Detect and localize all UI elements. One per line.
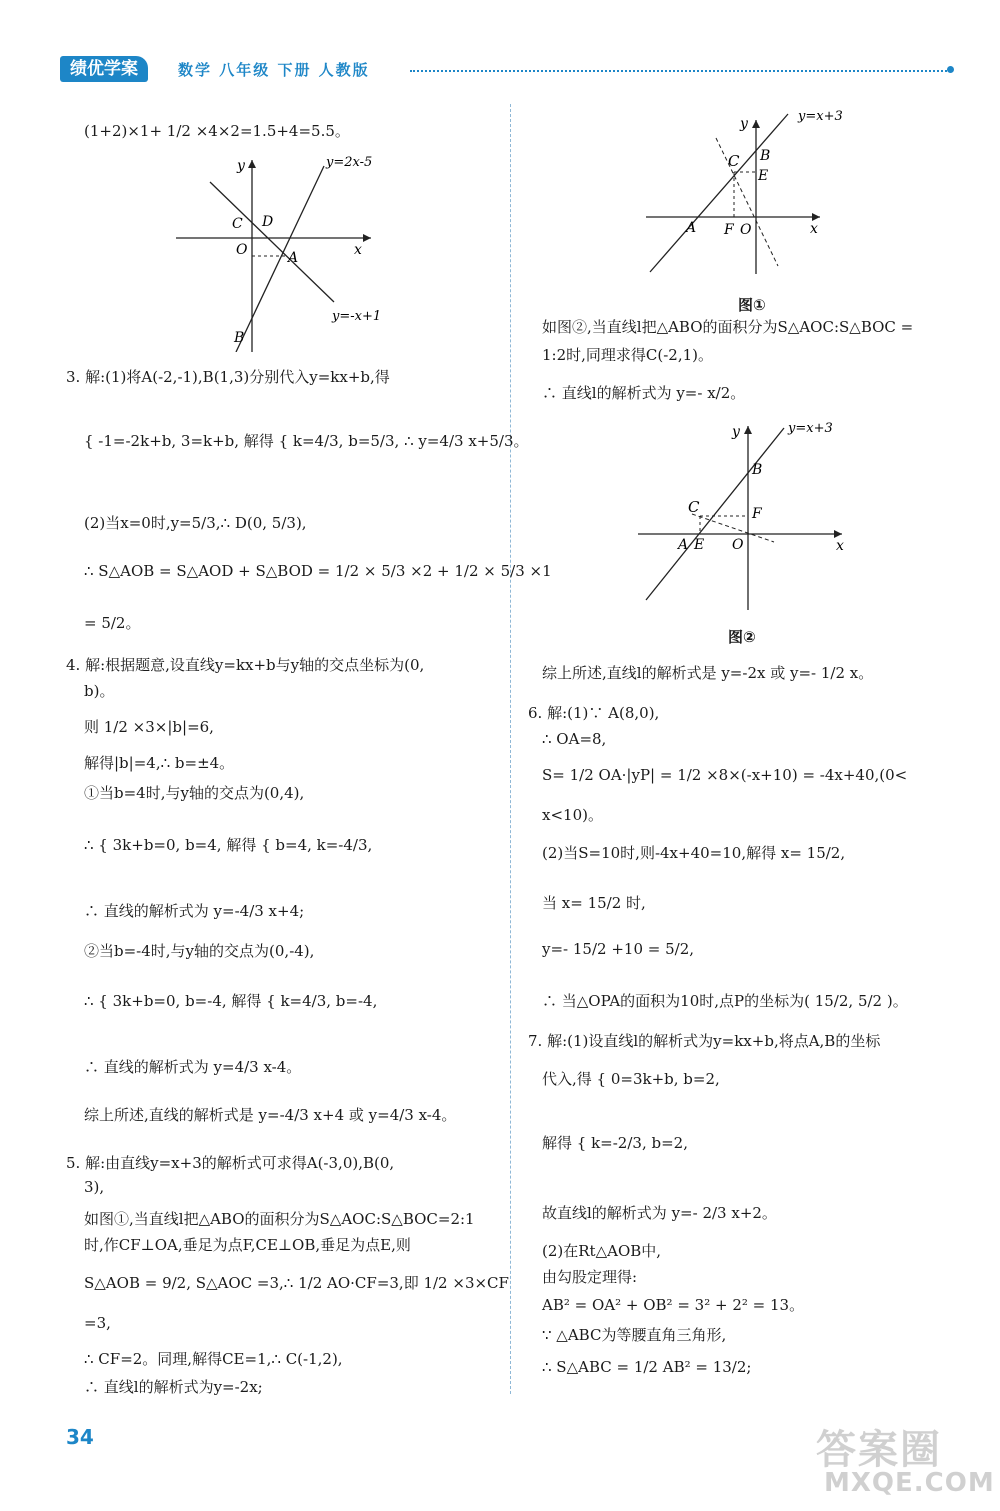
text-line: 解得|b|=4,∴ b=±4。 [84,754,235,772]
label-C: C [232,216,243,232]
text-line: 由勾股定理得: [542,1268,638,1286]
text-line: AB² = OA² + OB² = 3² + 2² = 13。 [542,1296,805,1314]
text-line: ∴ { 3k+b=0, b=4, 解得 { b=4, k=-4/3, [84,836,373,854]
text-line: (1+2)×1+ 1/2 ×4×2=1.5+4=5.5。 [84,122,350,140]
label-y: y [237,158,245,174]
text-line: ②当b=-4时,与y轴的交点为(0,-4), [84,942,315,960]
text-line: S△AOB = 9/2, S△AOC =3,∴ 1/2 AO·CF=3,即 1/2 ×3×CF [84,1274,509,1292]
text-line: 4. 解:根据题意,设直线y=kx+b与y轴的交点坐标为(0, [66,656,425,674]
text-line: ∴ 当△OPA的面积为10时,点P的坐标为( 15/2, 5/2 )。 [542,992,908,1010]
figure-1-caption: 图① [738,296,766,314]
text-line: 1:2时,同理求得C(-2,1)。 [542,346,714,364]
text-line: 3. 解:(1)将A(-2,-1),B(1,3)分别代入y=kx+b,得 [66,368,390,386]
text-line: 综上所述,直线的解析式是 y=-4/3 x+4 或 y=4/3 x-4。 [84,1106,457,1124]
label-y-neg-x-plus-1: y=-x+1 [332,309,382,324]
label-B: B [234,330,245,346]
text-line: 6. 解:(1)∵ A(8,0), [528,704,660,722]
label-O: O [236,242,248,258]
text-line: ①当b=4时,与y轴的交点为(0,4), [84,784,305,802]
text-line: 当 x= 15/2 时, [542,894,646,912]
watermark-logo [816,1418,995,1504]
text-line: x<10)。 [542,806,603,824]
text-line: 如图①,当直线l把△ABO的面积分为S△AOC:S△BOC=2:1 [84,1210,475,1228]
fig2-label-y-x-3: y=x+3 [788,421,833,436]
fig1-label-C: C [728,152,740,170]
text-line: =3, [84,1314,111,1332]
text-line: ∴ OA=8, [542,730,607,748]
text-line: ∵ △ABC为等腰直角三角形, [542,1326,727,1344]
watermark-text: 答案圈 [816,1427,942,1473]
fig1-label-y-x-3: y=x+3 [798,109,843,124]
fig2-label-B: B [752,462,763,478]
text-line: ∴ 直线l的解析式为y=-2x; [84,1378,263,1396]
page-number: 34 [66,1425,94,1449]
fig1-label-x: x [810,221,818,237]
text-line: 如图②,当直线l把△ABO的面积分为S△AOC:S△BOC = [542,318,914,336]
fig2-label-y: y [732,424,740,440]
fig1-label-B: B [760,148,771,164]
text-line: ∴ { 3k+b=0, b=-4, 解得 { k=4/3, b=-4, [84,992,378,1010]
text-line: ∴ 直线的解析式为 y=-4/3 x+4; [84,902,305,920]
label-y-2x-5: y=2x-5 [326,155,373,170]
column-divider [510,104,511,1394]
text-line: 7. 解:(1)设直线l的解析式为y=kx+b,将点A,B的坐标 [528,1032,881,1050]
fig1-label-F: F [724,222,734,238]
text-line: ∴ 直线l的解析式为 y=- x/2。 [542,384,746,402]
text-line: 3), [84,1178,105,1196]
fig1-label-y: y [740,116,748,132]
text-line: ∴ S△ABC = 1/2 AB² = 13/2; [542,1358,752,1376]
text-line: (2)当x=0时,y=5/3,∴ D(0, 5/3), [84,514,307,532]
fig2-label-F: F [752,506,762,522]
fig1-label-O: O [740,222,752,238]
figure-2-svg [632,414,872,614]
figure-1-svg [640,102,880,282]
graph-figure [166,152,386,356]
text-line: = 5/2。 [84,614,141,632]
fig2-label-O: O [732,537,744,553]
fig2-label-x: x [836,538,844,554]
fig2-label-A: A [678,537,689,553]
text-line: 则 1/2 ×3×|b|=6, [84,718,214,736]
fig1-label-A: A [686,220,697,236]
text-line: S= 1/2 OA·|yP| = 1/2 ×8×(-x+10) = -4x+40,(0< [542,766,908,784]
text-line: ∴ 直线的解析式为 y=4/3 x-4。 [84,1058,302,1076]
figure-1 [640,102,880,286]
text-line: 时,作CF⊥OA,垂足为点F,CE⊥OB,垂足为点E,则 [84,1236,411,1254]
text-line: 代入,得 { 0=3k+b, b=2, [542,1070,720,1088]
fig2-label-C: C [688,498,700,516]
page-header [60,56,960,86]
text-line: y=- 15/2 +10 = 5/2, [542,940,694,958]
text-line: ∴ CF=2。同理,解得CE=1,∴ C(-1,2), [84,1350,343,1368]
text-line: (2)当S=10时,则-4x+40=10,解得 x= 15/2, [542,844,846,862]
watermark-url: MXQE.COM [824,1468,995,1498]
label-x: x [354,242,362,258]
text-line: 5. 解:由直线y=x+3的解析式可求得A(-3,0),B(0, [66,1154,395,1172]
text-line: b)。 [84,682,115,700]
text-line: { -1=-2k+b, 3=k+b, 解得 { k=4/3, b=5/3, ∴ y=4/3 x+5/3。 [84,432,529,450]
label-D: D [262,214,274,230]
fig1-label-E: E [758,168,769,184]
text-line: (2)在Rt△AOB中, [542,1242,662,1260]
brand-logo: 绩优学案 [60,56,148,82]
header-dotted-rule [410,70,950,72]
text-line: 故直线l的解析式为 y=- 2/3 x+2。 [542,1204,777,1222]
figure-2 [632,414,872,618]
graph-svg [166,152,386,352]
text-line: 解得 { k=-2/3, b=2, [542,1134,688,1152]
label-A: A [288,250,299,266]
text-line: 综上所述,直线l的解析式是 y=-2x 或 y=- 1/2 x。 [542,664,874,682]
figure-2-caption: 图② [728,628,756,646]
text-line: ∴ S△AOB = S△AOD + S△BOD = 1/2 × 5/3 ×2 + 1/2 × 5/3 ×1 [84,562,552,580]
header-dot-icon [947,66,954,73]
fig2-label-E: E [694,537,705,553]
subject-label: 数学 八年级 下册 人教版 [178,61,370,79]
